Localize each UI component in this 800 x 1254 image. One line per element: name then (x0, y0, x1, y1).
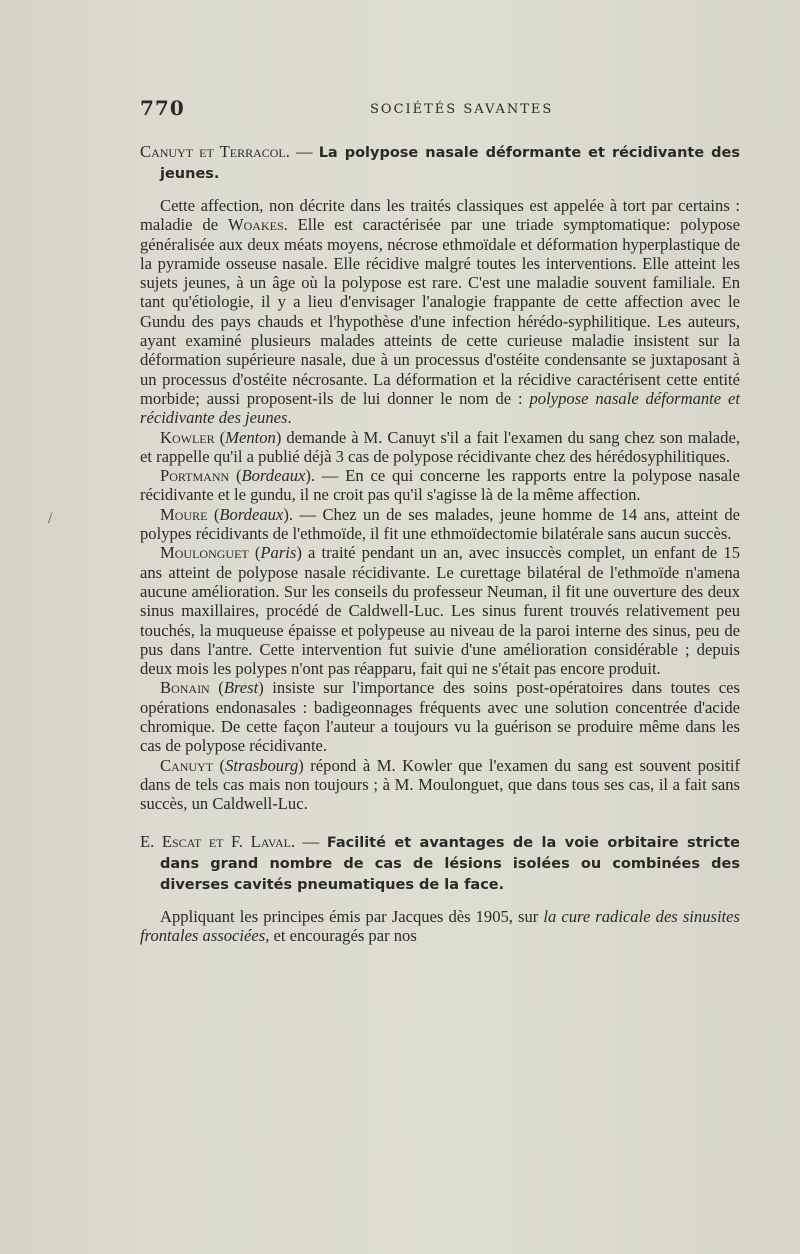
speaker-place: Bordeaux (219, 504, 284, 524)
discussion-text: répond à M. Kowler que l'examen du sang est souvent positif dans de tels cas mais non toujours ; à M. Moulonguet, que dans tous ses cas, il a fait sans succès, un Caldwell-Luc. (140, 755, 740, 814)
discussion-moure: Moure (Bordeaux). — Chez un de ses malades, jeune homme de 14 ans, atteint de polypes récidivants de l'ethmoïde, il fit une ethmoïdectomie bilatérale sans aucun succès. (140, 504, 740, 544)
discussion-kowler: Kowler (Menton) demande à M. Canuyt s'il a fait l'examen du sang chez son malade, et rappelle qu'il a publié déjà 3 cas de polypose récidivante chez des hérédosyphilitiques. (140, 427, 740, 466)
speaker-place: Brest (223, 678, 259, 698)
cited-work: la cure radicale des sinusites frontales associées (140, 906, 740, 945)
speaker-name: Kowler (160, 427, 215, 447)
article-title-block (140, 832, 740, 895)
article-authors: E. Escat et F. Laval. (140, 831, 296, 851)
page-number: 770 (140, 96, 185, 120)
speaker-place: Strasbourg (225, 755, 299, 775)
article-escat-laval (140, 832, 740, 946)
article-authors: Canuyt et Terracol. (140, 142, 290, 161)
abstract-text-b: , et encouragés par nos (265, 925, 417, 945)
discussion-bonain: Bonain (Brest) insiste sur l'importance des soins post-opératoires dans toutes ces opérations endonasales : badigeonnages fréquents avec une solution concentrée d'acide chromique. De cette façon l'auteur a toujours vu la guérison se produire même dans les cas de polypose récidivante. (140, 678, 740, 756)
abstract-text-c: . (287, 408, 292, 428)
abstract-text-a: Appliquant les principes émis par Jacques dès 1905, sur (160, 906, 544, 926)
article-canuyt-terracol (140, 142, 740, 814)
abstract-text-a: Cette affection, non décrite dans les traités classiques est appelée à tort par certains : maladie de (140, 196, 740, 235)
discussion-canuyt: Canuyt (Strasbourg) répond à M. Kowler que l'examen du sang est souvent positif dans de tels cas mais non toujours ; à M. Moulonguet, que dans tous ses cas, il a fait sans succès, un Caldwell-Luc. (140, 755, 740, 814)
article-title: La polypose nasale déformante et récidivante des jeunes. (160, 145, 741, 182)
abstract-paragraph (140, 196, 740, 428)
margin-mark: / (48, 510, 53, 527)
abstract-paragraph (140, 907, 740, 946)
running-title: SOCIÉTÉS SAVANTES (370, 102, 554, 117)
disease-name: polypose nasale déformante et récidivante des jeunes (140, 388, 740, 428)
speaker-place: Menton (225, 427, 276, 447)
document-body (140, 142, 740, 945)
speaker-place: Bordeaux (241, 466, 306, 486)
speaker-place: Paris (260, 543, 297, 563)
discussion-text: insiste sur l'importance des soins post-opératoires dans toutes ces opérations endonasales : badigeonnages fréquents avec une solution concentrée d'acide chromique. De cette façon l'auteur a toujours vu la guérison se produire même dans les cas de polypose récidivante. (140, 678, 740, 756)
discussion-text: . — En ce qui concerne les rapports entre la polypose nasale récidivante et le gundu, il ne croit pas qu'il s'agisse là de la même affection. (140, 466, 740, 505)
discussion-text: a traité pendant un an, avec insuccès complet, un enfant de 15 ans atteint de polypose nasale récidivante. Le curettage bilatéral de l'ethmoïde n'amena aucune amélioration. Sur les conseils du professeur Neuman, il fit une ouverture des deux sinus maxillaires, procédé de Caldwell-Luc. Les sinus furent trouvés relativement peu touchés, la muqueuse épaisse et polypeuse au niveau de la paroi interne des sinus, peu de pus dans l'antre. Cette intervention fut suivie d'une amélioration considérable ; depuis deux mois les polypes n'ont pas réapparu, fait qui ne s'était pas encore produit. (140, 543, 740, 679)
speaker-name: Moure (160, 504, 208, 524)
discussion-text: demande à M. Canuyt s'il a fait l'examen du sang chez son malade, et rappelle qu'il a publié déjà 3 cas de polypose récidivante chez des hérédosyphilitiques. (140, 427, 740, 466)
speaker-name: Bonain (160, 678, 210, 698)
article-title-block (140, 142, 740, 184)
speaker-name: Canuyt (160, 755, 214, 775)
discussion-moulonguet: Moulonguet (Paris) a traité pendant un an, avec insuccès complet, un enfant de 15 ans atteint de polypose nasale récidivante. Le curettage bilatéral de l'ethmoïde n'amena aucune amélioration. Sur les conseils du professeur Neuman, il fit une ouverture des deux sinus maxillaires, procédé de Caldwell-Luc. Les sinus furent trouvés relativement peu touchés, la muqueuse épaisse et polypeuse au niveau de la paroi interne des sinus, peu de pus dans l'antre. Cette intervention fut suivie d'une amélioration considérable ; depuis deux mois les polypes n'ont pas réapparu, fait qui ne s'était pas encore produit. (140, 543, 740, 679)
article-title: Facilité et avantages de la voie orbitaire stricte dans grand nombre de cas de lésions isolées ou combinées des diverses cavités pneumatiques de la face. (160, 834, 741, 893)
speaker-name: Moulonguet (160, 543, 249, 563)
name-woakes: Woakes (227, 215, 284, 235)
title-dash: — (295, 831, 327, 851)
discussion-text: . — Chez un de ses malades, jeune homme de 14 ans, atteint de polypes récidivants de l'ethmoïde, il fit une ethmoïdectomie bilatérale sans aucun succès. (140, 504, 740, 544)
speaker-name: Portmann (160, 466, 230, 486)
page-header (140, 96, 740, 126)
article-separator (140, 814, 740, 832)
abstract-text-b: . Elle est caractérisée par une triade symptomatique: polypose généralisée aux deux méats moyens, nécrose ethmoïdale et déformation hyperplastique de la pyramide osseuse nasale. Elle récidive malgré toutes les interventions. Elle atteint les sujets jeunes, à un âge où la polypose est rare. C'est une maladie souvent familiale. En tant qu'étiologie, il y a lieu d'envisager l'analogie frappante de cette affection avec le Gundu des pays chauds et l'hypothèse d'une infection hérédo-syphilitique. Les auteurs, ayant examiné plusieurs malades atteints de cette curieuse maladie insistent sur la déformation supérieure nasale, due à un processus d'ostéite condensante se juxtaposant à un processus d'ostéite nécrosante. La déformation et la récidive caractérisent cette entité morbide; aussi proposent-ils de lui donner le nom de : (140, 215, 741, 408)
title-dash: — (289, 142, 319, 161)
discussion-portmann: Portmann (Bordeaux). — En ce qui concerne les rapports entre la polypose nasale récidivante et le gundu, il ne croit pas qu'il s'agisse là de la même affection. (140, 466, 740, 505)
